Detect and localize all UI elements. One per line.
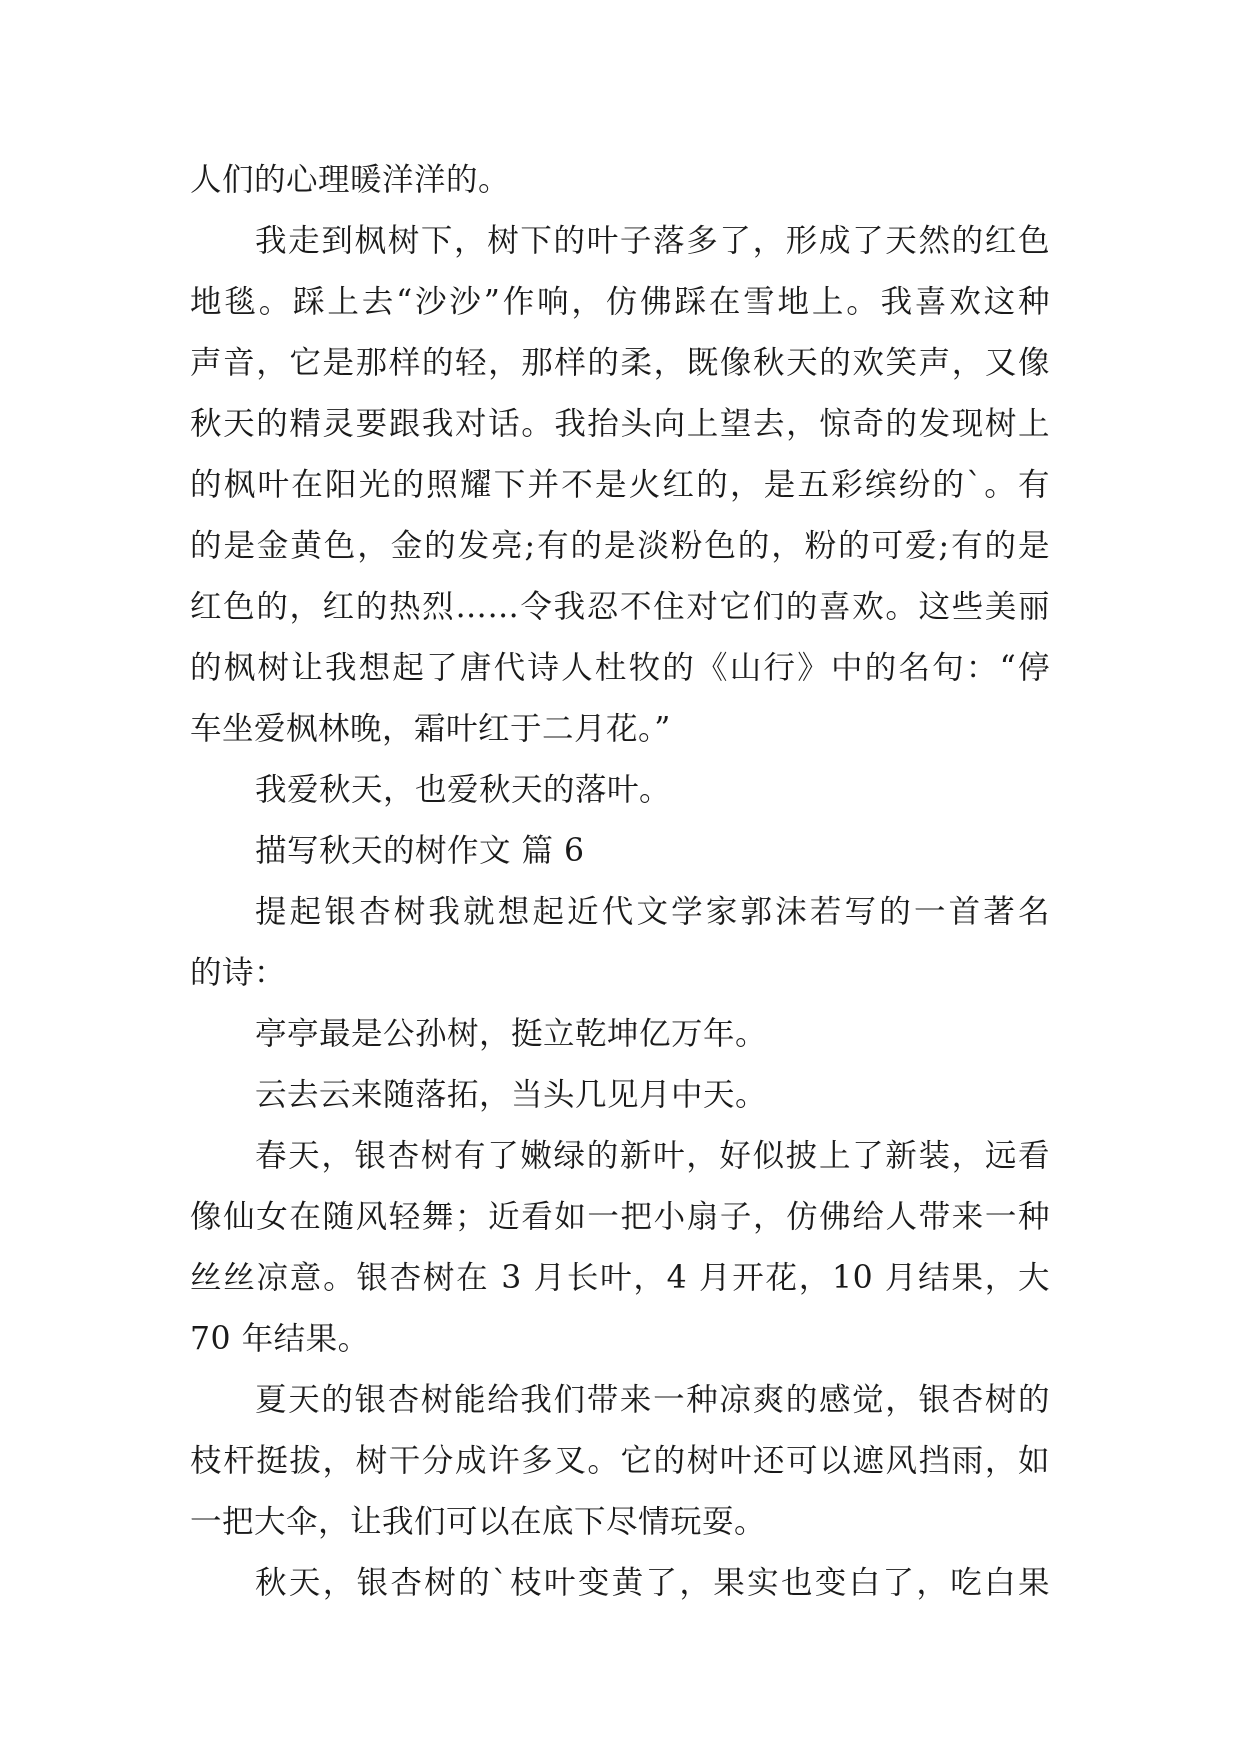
text-line: 的是金黄色，金的发亮;有的是淡粉色的，粉的可爱;有的是 (190, 528, 1050, 564)
text-line: 枝杆挺拔，树干分成许多叉。它的树叶还可以遮风挡雨，如 (190, 1443, 1050, 1479)
text-line: 像仙女在随风轻舞；近看如一把小扇子，仿佛给人带来一种 (190, 1199, 1050, 1235)
text-line: 的诗： (190, 955, 287, 991)
essay-body (190, 150, 1050, 1614)
text-line: 的枫叶在阳光的照耀下并不是火红的，是五彩缤纷的`。有 (190, 467, 1050, 503)
text-line: 丝丝凉意。银杏树在 3 月长叶，4 月开花，10 月结果，大 (190, 1260, 1050, 1296)
text-line: 我爱秋天，也爱秋天的落叶。 (255, 772, 672, 808)
text-line: 春天，银杏树有了嫩绿的新叶，好似披上了新装，远看 (255, 1138, 1050, 1174)
poem-line: 云去云来随落拓，当头几见月中天。 (255, 1077, 768, 1113)
section-heading: 描写秋天的树作文 篇 6 (255, 833, 585, 869)
poem-line: 亭亭最是公孙树，挺立乾坤亿万年。 (255, 1016, 768, 1052)
text-line: 车坐爱枫林晚，霜叶红于二月花。” (190, 711, 671, 747)
text-line: 秋天，银杏树的`枝叶变黄了，果实也变白了，吃白果 (255, 1565, 1050, 1601)
text-line: 人们的心理暖洋洋的。 (190, 162, 511, 198)
text-line: 夏天的银杏树能给我们带来一种凉爽的感觉，银杏树的 (255, 1382, 1050, 1418)
text-line: 的枫树让我想起了唐代诗人杜牧的《山行》中的名句：“停 (190, 650, 1050, 686)
text-line: 提起银杏树我就想起近代文学家郭沫若写的一首著名 (255, 894, 1050, 930)
text-line: 70 年结果。 (190, 1321, 370, 1357)
text-line: 秋天的精灵要跟我对话。我抬头向上望去，惊奇的发现树上 (190, 406, 1050, 442)
text-line: 我走到枫树下，树下的叶子落多了，形成了天然的红色 (255, 223, 1050, 259)
text-line: 一把大伞，让我们可以在底下尽情玩耍。 (190, 1504, 767, 1540)
text-line: 红色的，红的热烈……令我忍不住对它们的喜欢。这些美丽 (190, 589, 1050, 625)
text-line: 声音，它是那样的轻，那样的柔，既像秋天的欢笑声，又像 (190, 345, 1050, 381)
text-line: 地毯。踩上去“沙沙”作响，仿佛踩在雪地上。我喜欢这种 (190, 284, 1050, 320)
